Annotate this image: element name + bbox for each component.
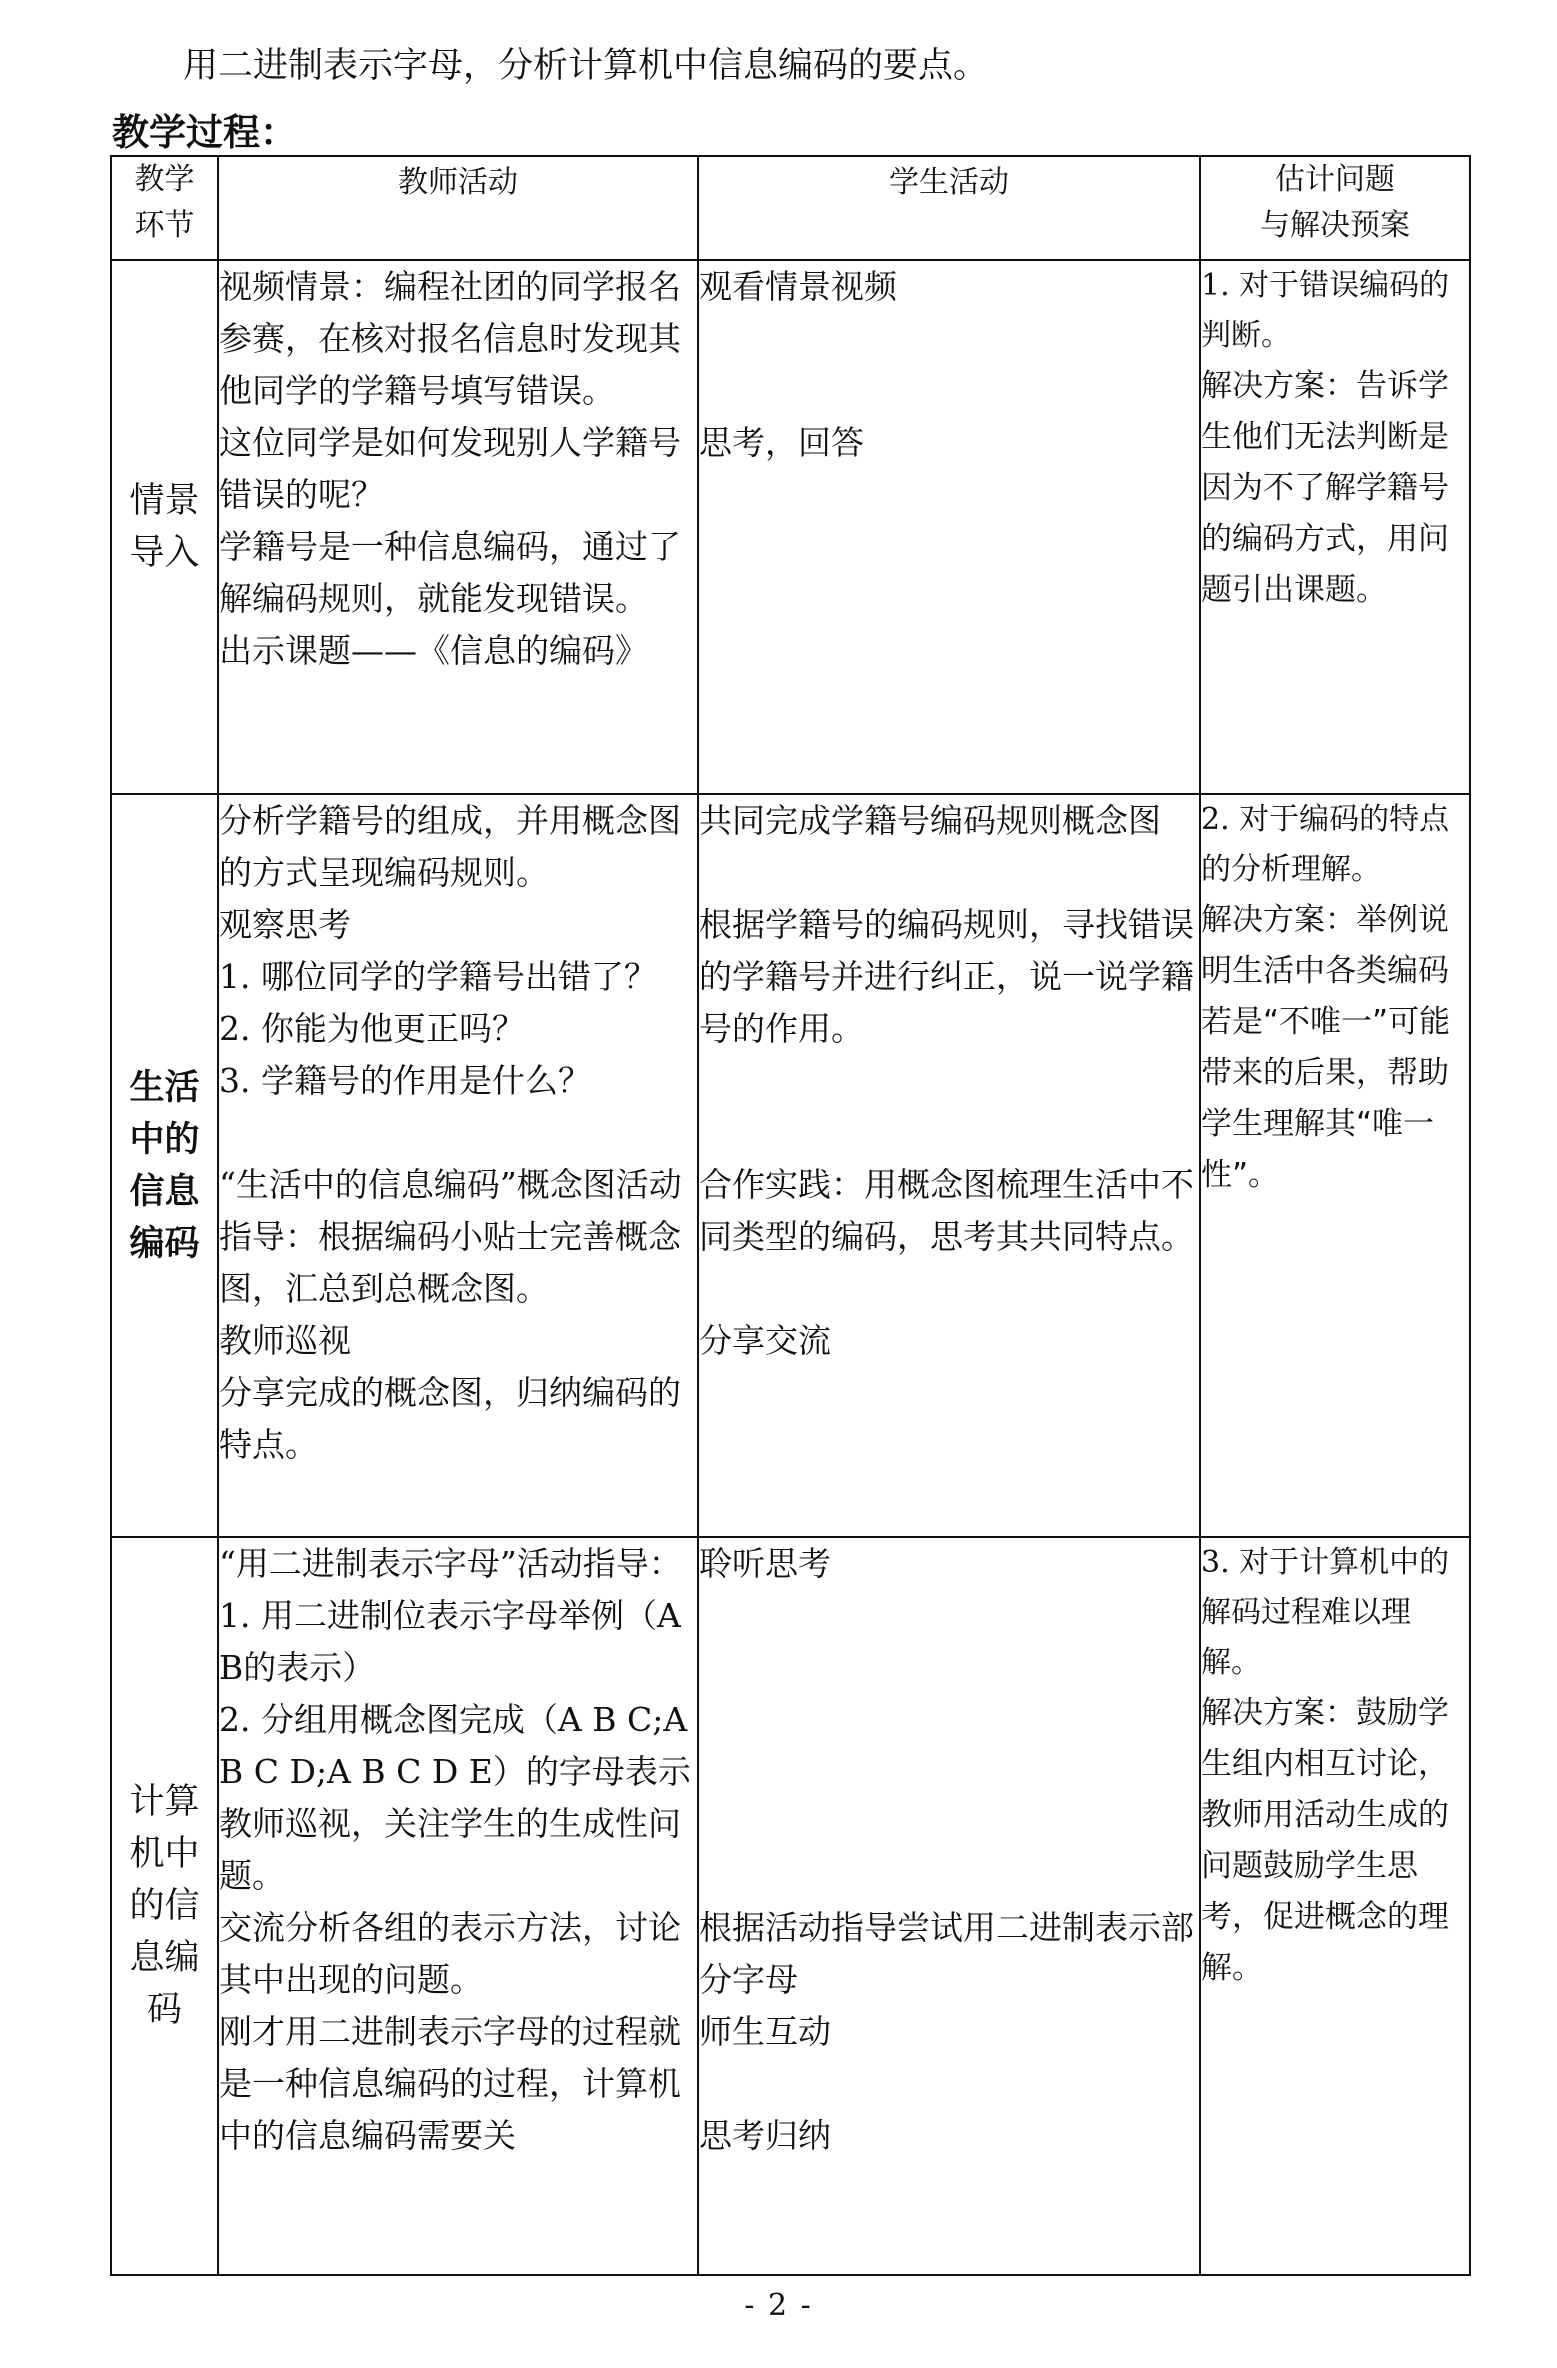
student-text: 合作实践：用概念图梳理生活中不同类型的编码，思考其共同特点。 <box>699 1165 1194 1256</box>
teacher-text: 刚才用二进制表示字母的过程就是一种信息编码的过程，计算机中的信息编码需要关 <box>219 2012 681 2155</box>
student-text: 观看情景视频 <box>699 267 897 306</box>
header-problem: 估计问题 与解决预案 <box>1200 156 1470 260</box>
teacher-text: 2. 分组用概念图完成（A B C;A B C D;A B C D E）的字母表示 <box>219 1700 691 1791</box>
teacher-text: 3. 学籍号的作用是什么？ <box>219 1061 591 1100</box>
teacher-text: 交流分析各组的表示方法，讨论其中出现的问题。 <box>219 1908 681 1999</box>
problem-text: 3. 对于计算机中的解码过程难以理解。 <box>1201 1545 1450 1680</box>
problem-text: 1. 对于错误编码的判断。 <box>1201 268 1450 353</box>
table-row <box>111 260 1470 794</box>
student-text: 根据活动指导尝试用二进制表示部分字母 <box>699 1908 1194 1999</box>
problem-cell <box>1200 1537 1470 2275</box>
teacher-text: 1. 用二进制位表示字母举例（A B的表示） <box>219 1596 681 1687</box>
solution-text: 解决方案：告诉学生他们无法判断是因为不了解学籍号的编码方式，用问题引出课题。 <box>1201 368 1449 608</box>
table-row <box>111 794 1470 1537</box>
table-header-row <box>111 156 1470 260</box>
header-teacher: 教师活动 <box>218 156 698 260</box>
teacher-text: 2. 你能为他更正吗？ <box>219 1009 525 1048</box>
teacher-text: 学籍号是一种信息编码，通过了解编码规则，就能发现错误。 <box>219 527 681 618</box>
lesson-table <box>110 155 1471 2276</box>
teacher-text: 出示课题——《信息的编码》 <box>219 631 648 670</box>
teacher-text: 教师巡视，关注学生的生成性问题。 <box>219 1804 681 1895</box>
solution-text: 解决方案：鼓励学生组内相互讨论，教师用活动生成的问题鼓励学生思考，促进概念的理解。 <box>1201 1695 1449 1986</box>
teacher-text: 1. 哪位同学的学籍号出错了？ <box>219 957 657 996</box>
teacher-text: 分析学籍号的组成，并用概念图的方式呈现编码规则。 <box>219 801 681 892</box>
student-cell <box>698 794 1200 1537</box>
student-text: 思考，回答 <box>699 423 864 462</box>
student-text: 思考归纳 <box>699 2116 831 2155</box>
problem-cell <box>1200 794 1470 1537</box>
intro-line: 用二进制表示字母，分析计算机中信息编码的要点。 <box>183 46 989 86</box>
teacher-text: 观察思考 <box>219 905 351 944</box>
teacher-cell <box>218 794 698 1537</box>
teacher-text: 教师巡视 <box>219 1321 351 1360</box>
teacher-text: 分享完成的概念图，归纳编码的特点。 <box>219 1373 681 1464</box>
student-text: 分享交流 <box>699 1321 831 1360</box>
teacher-text: 视频情景：编程社团的同学报名参赛，在核对报名信息时发现其他同学的学籍号填写错误。 <box>219 267 681 410</box>
table-row <box>111 1537 1470 2275</box>
section-heading: 教学过程： <box>112 111 297 154</box>
stage-cell: 生活 中的 信息 编码 <box>111 794 218 1537</box>
student-text: 根据学籍号的编码规则，寻找错误的学籍号并进行纠正，说一说学籍号的作用。 <box>699 905 1194 1048</box>
teacher-cell <box>218 1537 698 2275</box>
teacher-text: “生活中的信息编码”概念图活动指导：根据编码小贴士完善概念图，汇总到总概念图。 <box>219 1165 682 1308</box>
teacher-cell <box>218 260 698 794</box>
problem-text: 2. 对于编码的特点的分析理解。 <box>1201 802 1450 887</box>
header-stage: 教学 环节 <box>111 156 218 260</box>
header-student: 学生活动 <box>698 156 1200 260</box>
teacher-text: 这位同学是如何发现别人学籍号错误的呢？ <box>219 423 681 514</box>
stage-cell: 计算 机中 的信 息编 码 <box>111 1537 218 2275</box>
page-number: - 2 - <box>744 2288 813 2323</box>
teacher-text: “用二进制表示字母”活动指导： <box>219 1544 682 1583</box>
student-text: 师生互动 <box>699 2012 831 2051</box>
student-text: 共同完成学籍号编码规则概念图 <box>699 801 1161 840</box>
student-text: 聆听思考 <box>699 1544 831 1583</box>
solution-text: 解决方案：举例说明生活中各类编码若是“不唯一”可能带来的后果，帮助学生理解其“唯一性”。 <box>1201 902 1451 1193</box>
student-cell <box>698 1537 1200 2275</box>
stage-cell: 情景 导入 <box>111 260 218 794</box>
problem-cell <box>1200 260 1470 794</box>
student-cell <box>698 260 1200 794</box>
